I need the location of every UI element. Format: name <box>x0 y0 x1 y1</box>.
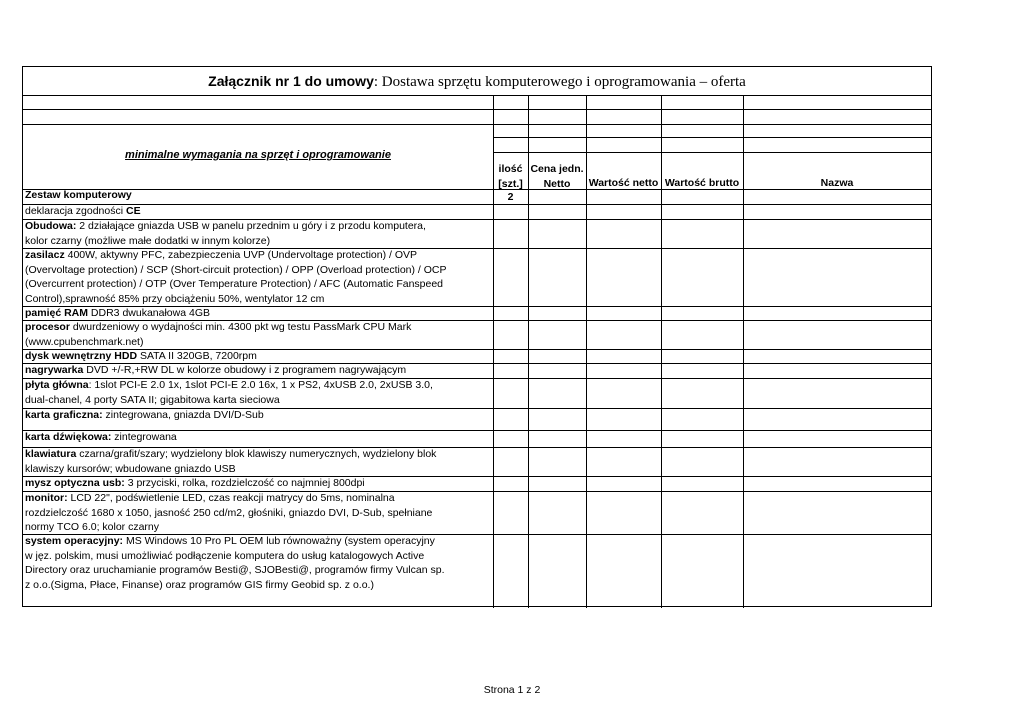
requirement-text: rozdzielczość 1680 x 1050, jasność 250 cd/m2, głośniki, gniazdo DVI, D-Sub, spełniane <box>25 506 433 519</box>
grid-line-horizontal <box>23 95 931 96</box>
requirement-line <box>25 219 426 234</box>
grid-line-horizontal <box>493 152 931 153</box>
requirement-line <box>25 335 411 350</box>
requirement-text: MS Windows 10 Pro PL OEM lub równoważny (system operacyjny <box>123 535 435 547</box>
grid-line-horizontal <box>23 109 931 110</box>
requirement-line <box>25 248 447 263</box>
requirement-item <box>25 430 177 445</box>
requirement-line <box>25 363 406 378</box>
requirement-label: pamięć RAM <box>25 307 89 319</box>
requirement-text: z o.o.(Sigma, Płace, Finanse) oraz programów GIS firmy Geobid sp. z o.o.) <box>25 578 374 591</box>
requirement-line <box>25 476 365 491</box>
title-rest: : Dostawa sprzętu komputerowego i oprogramowania – oferta <box>373 74 746 90</box>
requirement-line <box>25 549 445 564</box>
requirement-item <box>25 447 436 476</box>
requirement-text: (www.cpubenchmark.net) <box>25 335 144 348</box>
requirement-text: klawiszy kursorów; wbudowane gniazdo USB <box>25 462 236 475</box>
requirement-text: 3 przyciski, rolka, rozdzielczość co najmniej 800dpi <box>124 477 365 489</box>
grid-line-horizontal <box>23 476 931 477</box>
grid-line-horizontal <box>23 378 931 379</box>
requirement-label: dysk wewnętrzny HDD <box>25 350 138 362</box>
requirement-text: LCD 22", podświetlenie LED, czas reakcji matrycy do 5ms, nominalna <box>67 492 395 504</box>
requirement-line <box>25 234 426 249</box>
requirement-text: deklaracja zgodności <box>25 205 126 217</box>
page-footer: Strona 1 z 2 <box>483 684 541 696</box>
title-bold: Załącznik nr 1 do umowy <box>208 73 374 89</box>
grid-line-horizontal <box>23 408 931 409</box>
requirement-text: DVD +/-R,+RW DL w kolorze obudowy i z programem nagrywającym <box>83 364 407 376</box>
requirement-line <box>25 378 433 393</box>
requirement-line <box>25 277 447 292</box>
requirement-suffix: CE <box>125 205 141 217</box>
requirement-line <box>25 534 445 549</box>
requirement-text: 400W, aktywny PFC, zabezpieczenia UVP (Undervoltage protection) / OVP <box>64 249 418 261</box>
grid-line-vertical <box>743 95 744 608</box>
requirement-label: karta graficzna: <box>25 409 103 421</box>
requirement-line <box>25 320 411 335</box>
grid-line-horizontal <box>23 363 931 364</box>
requirement-line <box>25 349 257 364</box>
requirement-text: dwurdzeniowy o wydajności min. 4300 pkt wg testu PassMark CPU Mark <box>69 321 412 333</box>
grid-line-horizontal <box>23 306 931 307</box>
grid-line-vertical <box>528 95 529 608</box>
requirement-text: zintegrowana <box>111 431 177 443</box>
grid-line-horizontal <box>23 124 931 125</box>
requirement-label: zasilacz <box>25 249 65 261</box>
requirement-line <box>25 430 177 445</box>
requirement-line <box>25 393 433 408</box>
requirement-text: SATA II 320GB, 7200rpm <box>137 350 257 362</box>
requirement-item <box>25 248 447 306</box>
qty-header: ilość [szt.] <box>498 163 523 190</box>
grid-line-horizontal <box>23 204 931 205</box>
requirement-text: w jęz. polskim, musi umożliwiać podłączenie komputera do usług katalogowych Active <box>25 549 425 562</box>
grid-line-vertical <box>586 95 587 608</box>
net-value-header: Wartość netto <box>588 177 659 189</box>
requirement-line <box>25 204 141 219</box>
requirement-item <box>25 363 406 378</box>
requirement-line <box>25 306 210 321</box>
requirement-line <box>25 408 264 423</box>
requirement-line <box>25 563 445 578</box>
grid-line-horizontal <box>23 219 931 220</box>
requirement-label: Obudowa: <box>25 220 77 232</box>
requirement-label: procesor <box>25 321 70 333</box>
requirement-item <box>25 408 264 423</box>
grid-line-vertical <box>661 95 662 608</box>
requirement-line <box>25 462 436 477</box>
section-label: Zestaw komputerowy <box>25 189 132 201</box>
grid-line-horizontal <box>23 248 931 249</box>
grid-line-horizontal <box>23 491 931 492</box>
requirement-item <box>25 320 411 349</box>
requirement-line <box>25 520 432 535</box>
grid-line-horizontal <box>23 189 931 190</box>
name-header: Nazwa <box>820 177 854 189</box>
requirement-text: czarna/grafit/szary; wydzielony blok klawiszy numerycznych, wydzielony blok <box>76 448 437 460</box>
offer-table <box>22 66 932 607</box>
document-title <box>23 73 931 90</box>
requirement-text: Control),sprawność 85% przy obciążeniu 50%, wentylator 12 cm <box>25 292 325 305</box>
requirement-text: dual-chanel, 4 porty SATA II; gigabitowa karta sieciowa <box>25 393 280 406</box>
requirement-label: mysz optyczna usb: <box>25 477 125 489</box>
requirement-line <box>25 578 445 593</box>
requirement-text: normy TCO 6.0; kolor czarny <box>25 521 160 533</box>
requirement-label: nagrywarka <box>25 364 84 376</box>
requirement-text: DDR3 dwukanałowa 4GB <box>88 307 210 319</box>
requirement-text: kolor czarny (możliwe małe dodatki w innym kolorze) <box>25 234 271 247</box>
requirements-header: minimalne wymagania na sprzęt i oprogramowanie <box>125 149 391 161</box>
requirement-line <box>25 506 432 521</box>
grid-line-horizontal <box>23 349 931 350</box>
requirement-text: 2 działające gniazda USB w panelu przednim u góry i z przodu komputera, <box>76 220 426 232</box>
requirement-item <box>25 378 433 407</box>
unit-price-header: Cena jedn. Netto <box>530 163 584 190</box>
requirement-item <box>25 219 426 248</box>
grid-line-horizontal <box>23 430 931 431</box>
requirement-text: zintegrowana, gniazda DVI/D-Sub <box>102 409 264 421</box>
grid-line-vertical <box>493 95 494 608</box>
requirement-item <box>25 306 210 321</box>
requirement-text: (Overcurrent protection) / OTP (Over Temperature Protection) / AFC (Automatic Fanspeed <box>25 278 444 290</box>
requirement-line <box>25 292 447 307</box>
requirement-text: : 1slot PCI-E 2.0 1x, 1slot PCI-E 2.0 16x, 1 x PS2, 4xUSB 2.0, 2xUSB 3.0, <box>88 379 433 391</box>
requirement-line <box>25 491 432 506</box>
requirement-item <box>25 476 365 491</box>
gross-value-header: Wartość brutto <box>664 177 740 189</box>
grid-line-horizontal <box>23 534 931 535</box>
section-qty: 2 <box>507 191 514 203</box>
grid-line-horizontal <box>23 320 931 321</box>
requirement-item <box>25 534 445 592</box>
grid-line-horizontal <box>23 447 931 448</box>
requirement-label: klawiatura <box>25 448 77 460</box>
requirement-label: karta dźwiękowa: <box>25 431 112 443</box>
requirement-text: Directory oraz uruchamianie programów Besti@, SJOBesti@, programów firmy Vulcan sp. <box>25 564 445 576</box>
requirement-label: system operacyjny: <box>25 535 124 547</box>
requirement-text: (Overvoltage protection) / SCP (Short-circuit protection) / OPP (Overload protection) / OCP <box>25 263 447 276</box>
requirement-item <box>25 491 432 535</box>
requirement-line <box>25 263 447 278</box>
requirement-item <box>25 204 141 219</box>
requirement-label: płyta główna <box>25 379 89 391</box>
requirement-item <box>25 349 257 364</box>
requirement-line <box>25 447 436 462</box>
requirement-label: monitor: <box>25 492 68 504</box>
grid-line-horizontal <box>493 137 931 138</box>
